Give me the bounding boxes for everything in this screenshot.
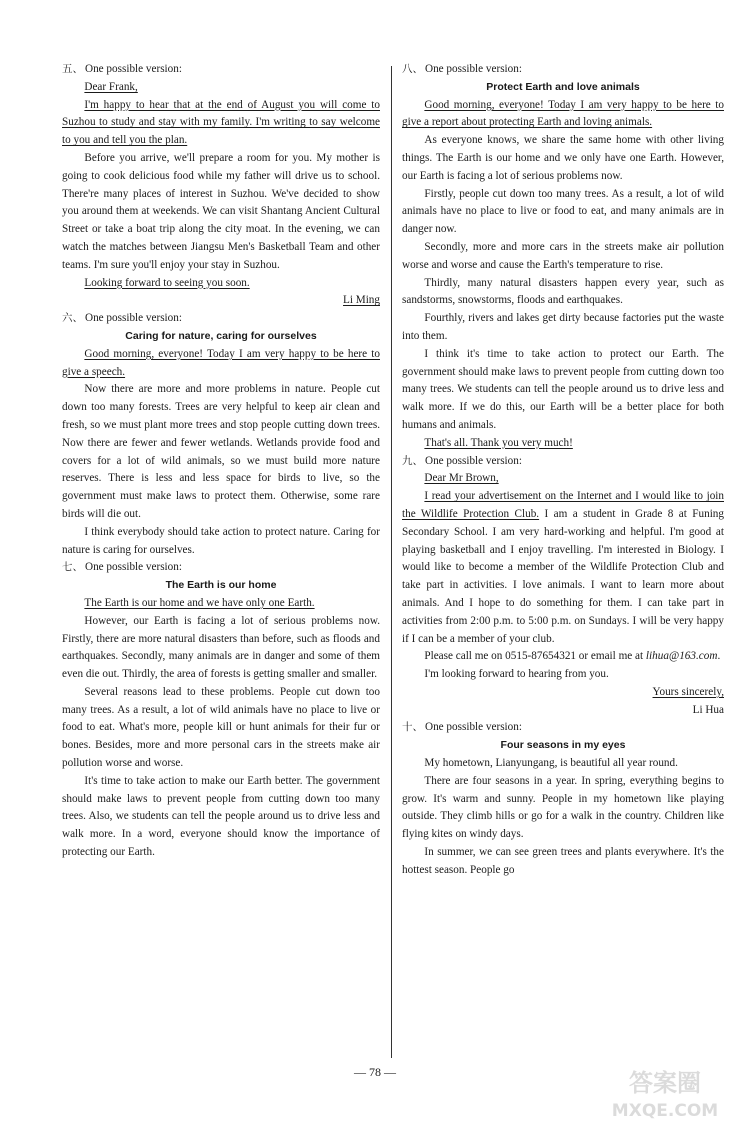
essay-title: Four seasons in my eyes <box>500 739 626 752</box>
section-number: 五、 <box>62 63 83 75</box>
section-number: 十、 <box>402 721 423 734</box>
contact-paragraph <box>402 648 724 666</box>
underlined-opening: The Earth is our home and we have only one Earth. <box>84 596 315 609</box>
section-9 <box>402 453 724 720</box>
section-number: 七、 <box>62 561 83 574</box>
section-number: 六、 <box>62 312 83 325</box>
underlined-opening: I'm happy to hear that at the end of August you will come to Suzhou to study and stay with my family. I'm writing to say welcome to you and tell you the plan. <box>62 98 380 147</box>
paragraph: However, our Earth is facing a lot of serious problems now. Firstly, there are more natural disasters than before, such as floods and earthquakes. Secondly, many animals are in danger and some of them even die out. Thirdly, the area of forests is getting smaller and smaller. <box>62 614 380 681</box>
letter-greeting: Dear Frank, <box>84 80 138 93</box>
paragraph: It's time to take action to make our Earth better. The government should make laws to prevent people from cutting down too many trees. Also, we students can tell the people around us to drive less and walk more. In a word, everyone should know the importance of protecting our Earth. <box>62 774 380 859</box>
section-7 <box>62 559 380 862</box>
section-number: 九、 <box>402 454 423 467</box>
section-6 <box>62 310 380 559</box>
section-label: One possible version: <box>85 561 182 574</box>
paragraph: There are four seasons in a year. In spring, everything begins to grow. It's warm and sunny. People in my hometown like playing outside. They climb hills or go for a walk in the country. Children like flying kites on windy days. <box>402 774 724 841</box>
contact-text: Please call me on 0515-87654321 or email me at <box>424 650 644 663</box>
letter-greeting: Dear Mr Brown, <box>424 472 499 485</box>
column-divider <box>391 66 392 1058</box>
paragraph: I think it's time to take action to protect our Earth. The government should make laws to prevent people from cutting down too many trees. We students can tell the people around us to drive less and walk more. If we do this, our Earth will be a better place for both humans and animals. <box>402 347 724 431</box>
section-8 <box>402 61 724 453</box>
paragraph: I'm looking forward to hearing from you. <box>424 668 609 681</box>
essay-title: The Earth is our home <box>165 579 277 592</box>
paragraph: My hometown, Lianyungang, is beautiful all year round. <box>424 757 678 770</box>
paragraph: In summer, we can see green trees and plants everywhere. It's the hottest season. People go <box>402 846 724 876</box>
paragraph: Firstly, people cut down too many trees. As a result, a lot of wild animals have no place to live or food to eat, and many animals are in danger now. <box>402 187 724 236</box>
underlined-closing: That's all. Thank you very much! <box>424 436 573 449</box>
watermark-text-en: MXQE.COM <box>611 1101 719 1121</box>
section-label: One possible version: <box>425 454 522 467</box>
letter-body: Before you arrive, we'll prepare a room for you. My mother is going to cook delicious food while my father will drive us to school. There're many places of interest in Suzhou. We've decided to show you around them at weekends. We can visit Shantang Ancient Cultural Street or take a boat trip along the city moat. In the evening, we can watch the matches between Jiangsu Men's Basketball Team and other teams. I'm sure you'll enjoy your stay in Suzhou. <box>62 151 380 271</box>
closing: Yours sincerely, <box>652 685 724 698</box>
email-period: . <box>717 650 721 663</box>
paragraph <box>402 488 724 648</box>
section-5 <box>62 61 380 310</box>
essay-title: Protect Earth and love animals <box>486 80 640 93</box>
section-label: One possible version: <box>85 63 182 75</box>
underlined-opening: Good morning, everyone! Today I am very happy to be here to give a speech. <box>62 347 380 378</box>
right-column <box>402 61 724 880</box>
section-header <box>402 61 724 79</box>
paragraph: Now there are more and more problems in nature. People cut down too many forests. Trees are very helpful to keep air clean and fresh, so we must plant more trees and stop people cutting down trees. Now there are fewer and fewer wetlands. Wetlands provide food and covers for a lot of wild animals, so we must build more nature reserves. There is less and less space for birds to live, so the government must make laws to protect them. Otherwise, some rare birds will die out. <box>62 383 380 520</box>
essay-title: Caring for nature, caring for ourselves <box>125 329 317 342</box>
section-number: 八、 <box>402 63 423 75</box>
signature: Li Ming <box>343 294 380 307</box>
watermark-text-cn: 答案圈 <box>629 1069 701 1097</box>
section-10 <box>402 719 724 879</box>
paragraph-rest: I am a student in Grade 8 at Funing Secondary School. I am very hard-working and helpful. I'm good at playing basketball and I enjoy travelling. I'm interested in Biology. I would like to become a member of the Wildlife Protection Club and take part in activities. I love animals. I want to learn more about animals. And I hope to do something for them. I can take part in activities from 2:00 p.m. to 5:00 p.m. on Sundays. I will be very happy if I can be a member of your club. <box>402 507 724 645</box>
section-header <box>402 719 724 737</box>
section-header <box>402 453 724 471</box>
paragraph: Several reasons lead to these problems. People cut down too many trees. As a result, a lot of wild animals have no place to live or food to eat. What's more, people kill or hunt animals for their fur or bones. Besides, more and more personal cars in the streets make air pollution worse and worse. <box>62 685 380 770</box>
section-label: One possible version: <box>425 63 522 75</box>
section-label: One possible version: <box>85 312 182 325</box>
paragraph: Fourthly, rivers and lakes get dirty because factories put the waste into them. <box>402 312 724 342</box>
paragraph: Thirdly, many natural disasters happen every year, such as sandstorms, snowstorms, floods and earthquakes. <box>402 276 724 307</box>
paragraph: I think everybody should take action to protect nature. Caring for nature is caring for ourselves. <box>62 525 380 556</box>
underlined-closing: Looking forward to seeing you soon. <box>84 276 250 289</box>
email-address: lihua@163.com <box>645 650 718 663</box>
section-header <box>62 559 380 577</box>
underlined-opening: I read your advertisement on the Internet and I would like to join the Wildlife Protection Club. <box>402 490 724 520</box>
signature: Li Hua <box>692 703 724 716</box>
paragraph: Secondly, more and more cars in the streets make air pollution worse and worse and cause the Earth's temperature to rise. <box>402 240 724 271</box>
section-header <box>62 310 380 328</box>
section-header <box>62 61 380 79</box>
page-number: — 78 — <box>354 1065 396 1079</box>
underlined-opening: Good morning, everyone! Today I am very happy to be here to give a report about protecting Earth and loving animals. <box>402 98 724 129</box>
section-label: One possible version: <box>425 721 522 734</box>
left-column <box>62 61 380 862</box>
watermark-logo <box>590 1063 740 1123</box>
paragraph: As everyone knows, we share the same home with other living things. The Earth is our home and we only have one Earth. However, our Earth is facing a lot of serious problems now. <box>402 134 724 182</box>
